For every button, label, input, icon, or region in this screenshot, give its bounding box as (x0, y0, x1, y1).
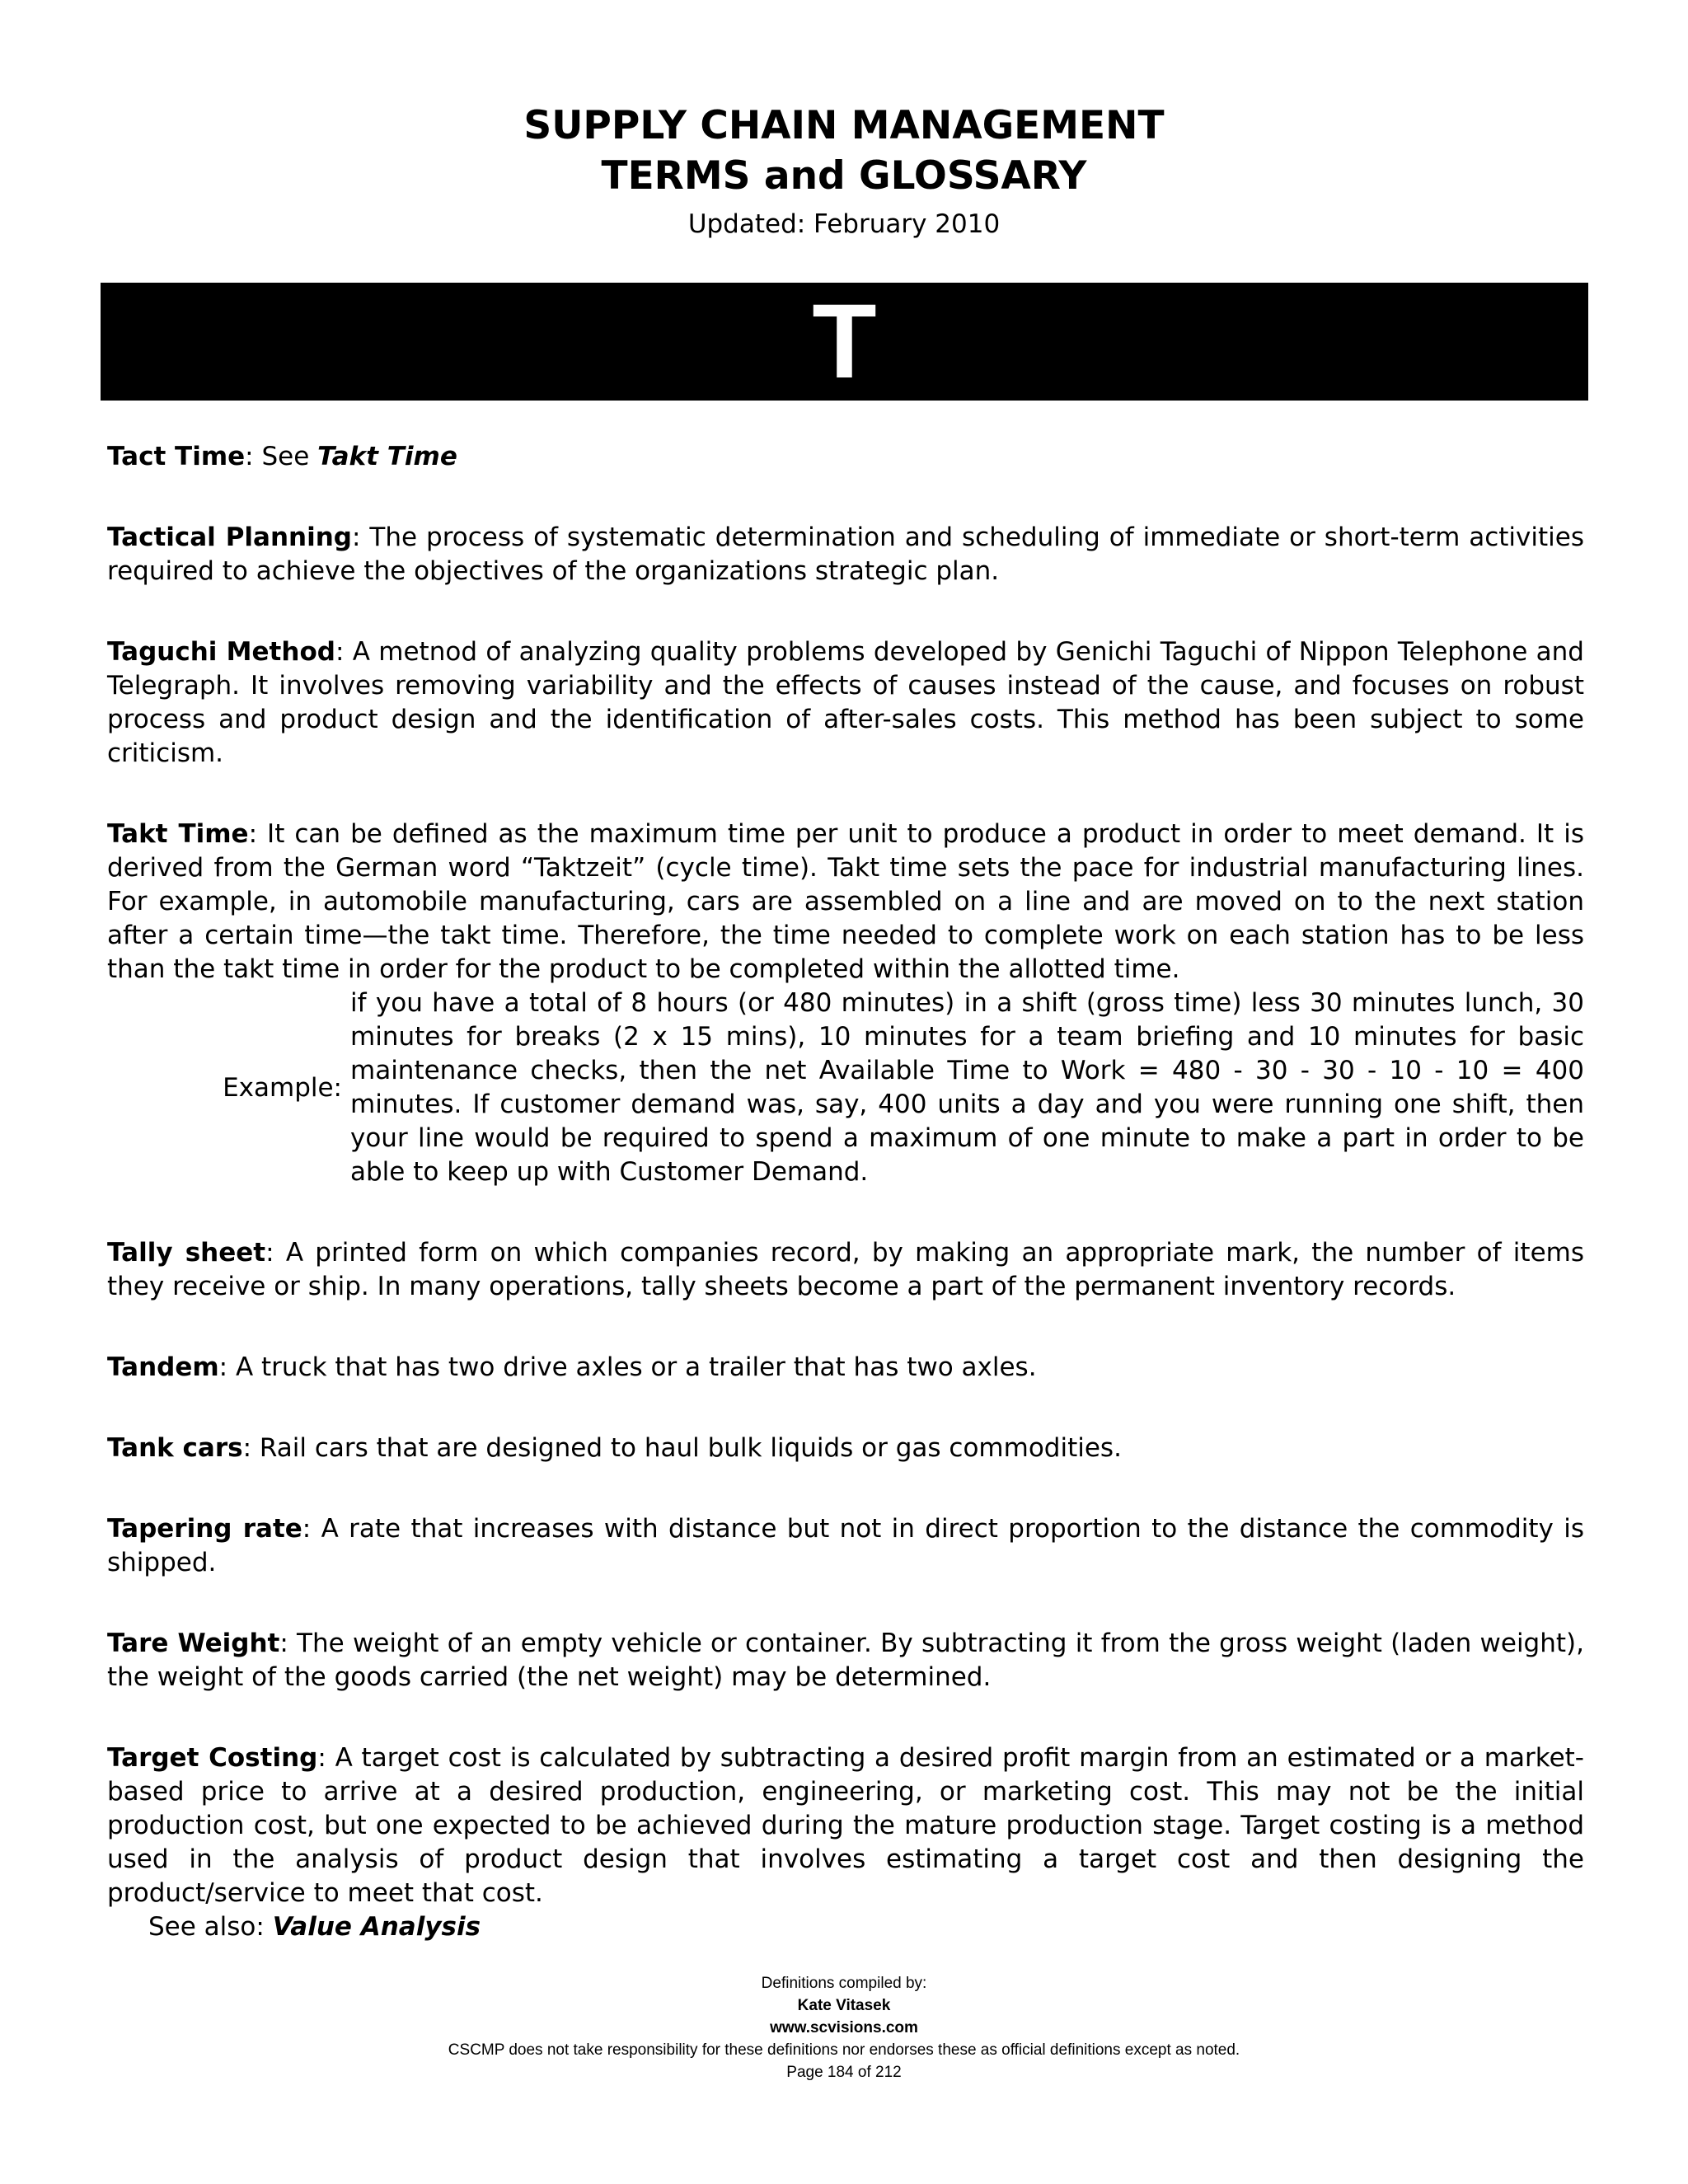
entry-cross-reference: Takt Time (317, 442, 457, 471)
entry-definition: : The weight of an empty vehicle or container. By subtracting it from the gross weight (laden weight), the weight of the goods carried (the net weight) may be determined. (107, 1629, 1584, 1692)
glossary-entry (107, 635, 1584, 771)
entry-definition: : A printed form on which companies record, by making an appropriate mark, the number of items they receive or ship. In many operations, tally sheets become a part of the permanent inventory records. (107, 1238, 1584, 1301)
footer-page-number: Page 184 of 212 (786, 2064, 902, 2081)
glossary-entry (107, 818, 1584, 987)
glossary-entry (107, 1432, 1584, 1465)
example-label: Example: (223, 1072, 342, 1103)
entry-term: Tank cars (107, 1433, 243, 1463)
footer-author: Kate Vitasek (797, 1997, 891, 2014)
entry-definition: : The process of systematic determination and scheduling of immediate or short-term activities required to achieve the objectives of the organizations strategic plan. (107, 523, 1584, 586)
example-text: if you have a total of 8 hours (or 480 minutes) in a shift (gross time) less 30 minutes lunch, 30 minutes for breaks (2 x 15 mins), 10 minutes for a team briefing and 10 minutes for basic maintenance checks, then the net Available Time to Work = 480 - 30 - 30 - 10 - 10 = 400 minutes. If customer demand was, say, 400 units a day and you were running one shift, then your line would be required to spend a maximum of one minute to make a part in order to be able to keep up with Customer Demand. (350, 988, 1584, 1187)
entry-term: Tact Time (107, 442, 246, 471)
entry-definition: : A rate that increases with distance but not in direct proportion to the distance the commodity is shipped. (107, 1514, 1584, 1577)
see-also-line (107, 1910, 1584, 1944)
entry-term: Tandem (107, 1352, 219, 1382)
see-also-reference: Value Analysis (272, 1912, 481, 1942)
glossary-entry (107, 1741, 1584, 1910)
entry-term: Tally sheet (107, 1238, 266, 1268)
glossary-entry (107, 1627, 1584, 1694)
glossary-entry (107, 1351, 1584, 1385)
entry-term: Target Costing (107, 1743, 318, 1773)
footer-compiled-by: Definitions compiled by: (761, 1975, 927, 1992)
entry-definition: : A metnod of analyzing quality problems developed by Genichi Taguchi of Nippon Telephone and Telegraph. It involves removing variability and the effects of causes instead of the cause, and focuses on robust process and product design and the identification of after-sales costs. This method has been subject to some criticism. (107, 637, 1584, 768)
entry-term: Taguchi Method (107, 637, 335, 667)
glossary-entry (107, 1236, 1584, 1304)
page-header (0, 101, 1688, 241)
entry-definition: : Rail cars that are designed to haul bulk liquids or gas commodities. (242, 1433, 1122, 1463)
entry-term: Tare Weight (107, 1629, 280, 1658)
section-letter-banner: T (101, 283, 1588, 401)
glossary-entry (107, 1512, 1584, 1580)
entry-definition: : A truck that has two drive axles or a trailer that has two axles. (218, 1352, 1037, 1382)
glossary-title-line-1: SUPPLY CHAIN MANAGEMENT (523, 103, 1165, 148)
footer-website: www.scvisions.com (770, 2019, 918, 2036)
footer-disclaimer: CSCMP does not take responsibility for these definitions nor endorses these as official definitions except as noted. (448, 2041, 1240, 2059)
entry-term: Tapering rate (107, 1514, 302, 1544)
entry-term: Takt Time (107, 819, 249, 849)
glossary-entry (107, 521, 1584, 588)
glossary-entry (107, 440, 1584, 474)
entry-separator: : See (245, 442, 318, 471)
see-also-label: See also: (148, 1912, 273, 1942)
page-footer (0, 1972, 1688, 2083)
entry-definition: : A target cost is calculated by subtracting a desired profit margin from an estimated or a market-based price to arrive at a desired production, engineering, or marketing cost. This may not be the initial production cost, but one expected to be achieved during the mature production stage. Target costing is a method used in the analysis of product design that involves estimating a target cost and then designing the product/service to meet that cost. (107, 1743, 1584, 1908)
glossary-title-line-2: TERMS and GLOSSARY (601, 153, 1087, 199)
takt-time-example (107, 987, 1584, 1189)
glossary-entries (107, 440, 1584, 1944)
updated-date: Updated: February 2010 (687, 209, 1001, 239)
entry-definition: : It can be defined as the maximum time per unit to produce a product in order to meet demand. It is derived from the German word “Taktzeit” (cycle time). Takt time sets the pace for industrial manufacturing lines. For example, in automobile manufacturing, cars are assembled on a line and are moved on to the next station after a certain time—the takt time. Therefore, the time needed to complete work on each station has to be less than the takt time in order for the product to be completed within the allotted time. (107, 819, 1584, 984)
entry-term: Tactical Planning (107, 523, 352, 552)
